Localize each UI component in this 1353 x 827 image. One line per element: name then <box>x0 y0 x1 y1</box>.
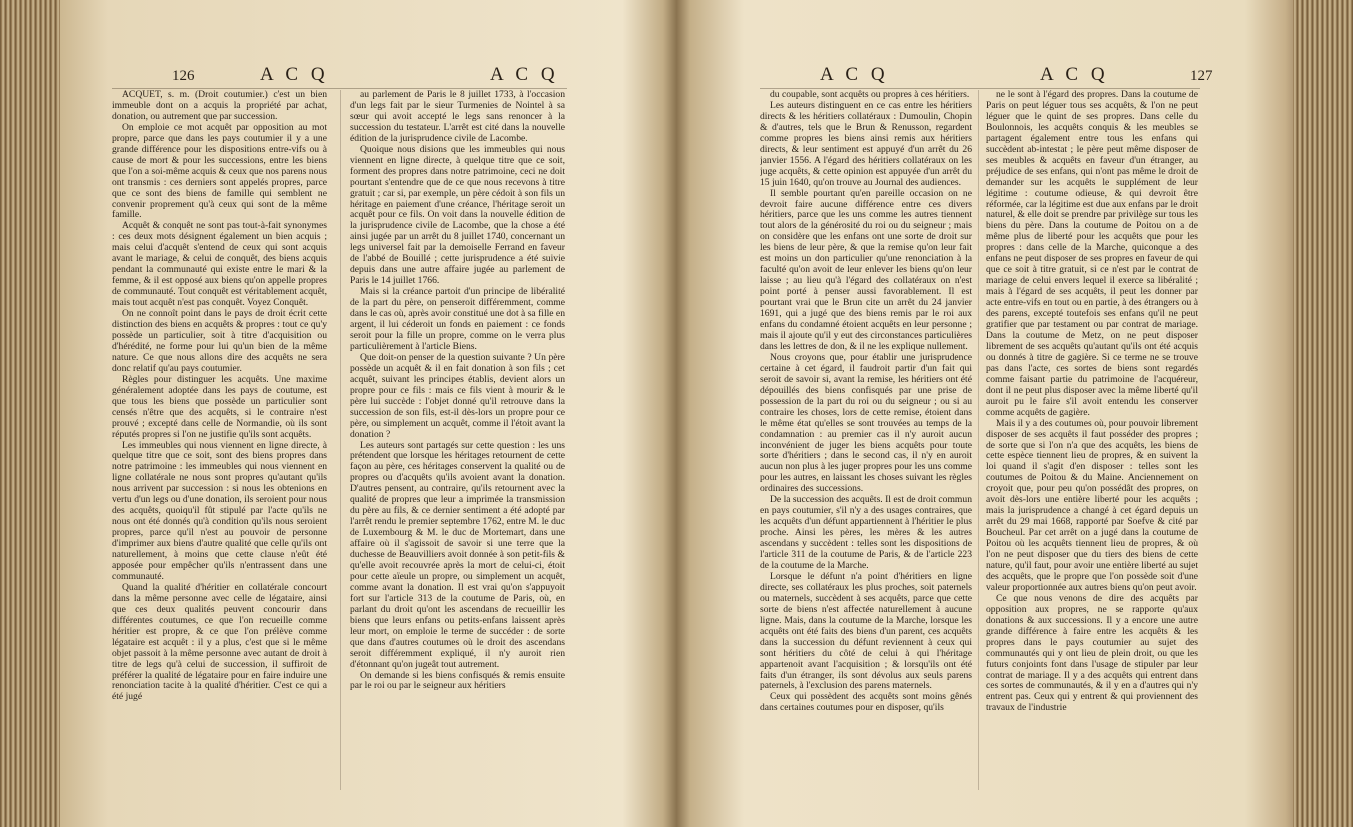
page-edge-right <box>1293 0 1353 827</box>
paragraph: On ne connoît point dans le pays de droit écrit cette distinction des biens en acquêts & propres : tout ce qu'y possède un particulier, soit à titre d'acquisition ou d'hérédité, ne forme pour lui qu'un bien de la même nature. Ce que nous allons dire des acquêts ne sera donc relatif qu'au pays coutumier. <box>112 308 327 374</box>
text-column-2 <box>986 90 1198 810</box>
paragraph: au parlement de Paris le 8 juillet 1733, à l'occasion d'un legs fait par le sieur Turmenies de Nointel à sa sœur qui avoit accepté le legs sans renoncer à la succession du testateur. L'arrêt est cité dans la nouvelle édition de la jurisprudence civile de Lacombe. <box>350 90 565 144</box>
page-number: 127 <box>1190 68 1213 84</box>
page-edge-left <box>0 0 60 827</box>
paragraph: Ce que nous venons de dire des acquêts par opposition aux propres, ne se rapporte qu'aux donations & aux successions. Il y a encore une autre grande différence à faire entre les acquêts & les propres dans le pays coutumier au sujet des communautés qui y ont lieu de plein droit, ou que les futurs conjoints font dans l'usage de stipuler par leur contrat de mariage. Il y a des acquêts qui entrent dans ces sortes de communautés, & il y en a d'autres qui n'y entrent pas. Ceux qui y entrent & qui proviennent des travaux de l'industrie <box>986 592 1198 714</box>
running-head-right: A C Q <box>490 64 559 85</box>
paragraph: Quoique nous disions que les immeubles qui nous viennent en ligne directe, à quelque titre que ce soit, forment des propres dans notre patrimoine, ceci ne doit pourtant s'entendre que de ce que nous recevons à titre gratuit ; car si, par exemple, un père cédoit à son fils un héritage en paiement d'une créance, l'héritage seroit un acquêt pour ce fils. On voit dans la nouvelle édition de la jurisprudence civile de Lacombe, que la chose a été ainsi jugée par un arrêt du 8 juillet 1740, concernant un legs universel fait par la demoiselle Ferrand en faveur de l'abbé de Bouillé ; cette jurisprudence a été suivie depuis dans une autre affaire jugée au parlement de Paris le 14 juillet 1766. <box>350 143 565 287</box>
paragraph: Quand la qualité d'héritier en collatérale concourt dans la même personne avec celle de légataire, ainsi que ces deux qualités peuvent concourir dans différentes coutumes, ce que l'on recueille comme héritier est propre, & ce que l'on prélève comme légataire est acquêt : il y a plus, c'est que si le même objet passoit à la même personne avec autant de droit à titre de legs qu'à celui de succession, il suffiroit de préférer la qualité de légataire pour en faire induire une renonciation tacite à la qualité d'héritier. C'est ce qui a été jugé <box>112 581 327 703</box>
paragraph: ne le sont à l'égard des propres. Dans la coutume de Paris on peut léguer tous ses acquêts, & l'on ne peut léguer que le quint de ses propres. Dans celle du Boulonnois, les acquêts conquis & les meubles se partagent également entre tous les enfans qui succèdent ab-intestat ; le père peut même disposer de ses meubles & acquêts en faveur d'un étranger, au préjudice de ses enfans, qui n'ont pas même le droit de demander sur les acquêts le supplément de leur légitime : coutume odieuse, & qui devroit être réformée, car la légitime est due aux enfans par le droit naturel, & elle doit se prendre par privilège sur tous les biens du père. Dans la coutume de Poitou on a de même plus de liberté pour les acquêts que pour les propres : dans celle de la Marche, quiconque a des enfans ne peut disposer de ses propres en faveur de qui que ce soit à titre gratuit, si ce n'est par le contrat de mariage de celui envers lequel il exerce sa libéralité ; mais à l'égard de ses acquêts, il peut les donner par acte entre-vifs en tout ou en partie, à des étrangers ou à des parens, excepté toutefois ses enfans qu'il ne peut gratifier que par testament ou par contrat de mariage. Dans la coutume de Metz, on ne peut disposer librement de ses acquêts qu'autant qu'ils ont été acquis ou donnés à titre de gagière. Si ce terme ne se trouve pas dans l'acte, ces sortes de biens sont regardés comme faisant partie du patrimoine de l'acquéreur, dont il ne peut plus disposer avec la même liberté qu'il auroit pu le faire s'il avoit entendu les conserver comme acquêts de gagière. <box>986 90 1198 418</box>
header-rule <box>760 88 1200 89</box>
right-page <box>670 0 1293 827</box>
paragraph: du coupable, sont acquêts ou propres à ces héritiers. <box>770 90 970 100</box>
paragraph: Les auteurs sont partagés sur cette question : les uns prétendent que lorsque les héritages retournent de cette façon au père, ces héritages conservent la qualité ou de propres ou d'acquêts qu'ils avoient avant la donation. D'autres pensent, au contraire, qu'ils retournent avec la qualité de propres que leur a imprimée la transmission du père au fils, & ce dernier sentiment a été adopté par l'arrêt rendu le premier septembre 1762, entre M. le duc de Luxembourg & M. le duc de Mortemart, dans une affaire où il s'agissoit de savoir si une terre que la duchesse de Beauvilliers avoit donnée à son petit-fils & qu'elle avoit recouvrée après la mort de celui-ci, étoit pour cette aïeule un propre, ou simplement un acquêt, comme avant la donation. Il est vrai qu'on s'appuyoit fort sur l'article 313 de la coutume de Paris, où, en parlant du droit qu'ont les ascendans de recueillir les biens que leurs enfans ou petits-enfans laissent après leur mort, on emploie le terme de succéder : de sorte que dans d'autres coutumes où le droit des ascendans seroit différemment expliqué, il n'y auroit rien d'étonnant qu'on jugeât tout autrement. <box>350 439 565 670</box>
paragraph: De la succession des acquêts. Il est de droit commun en pays coutumier, s'il n'y a des usages contraires, que les acquêts d'un défunt appartiennent à l'héritier le plus proche. Ainsi les pères, les mères & les autres ascendans y succèdent : telles sont les dispositions de l'article 311 de la coutume de Paris, & de l'article 223 de la coutume de la Marche. <box>760 494 972 571</box>
paragraph: Ceux qui possèdent des acquêts sont moins gênés dans certaines coutumes pour en disposer, qu'ils <box>760 691 972 714</box>
paragraph: Les immeubles qui nous viennent en ligne directe, à quelque titre que ce soit, sont des biens propres dans notre patrimoine : les immeubles qui nous viennent en ligne collatérale ne nous sont propres qu'autant qu'ils nous arrivent par succession : si nous les obtenions en vertu d'un legs ou d'une donation, ils seroient pour nous des acquêts, quoiqu'il fût stipulé par l'acte qu'ils ne nous ont été donnés qu'à condition qu'ils nous seroient propres, parce qu'il n'est au pouvoir de personne d'imprimer aux biens d'autre qualité que celle qu'ils ont naturellement, à moins que cette clause n'eût été apposée pour empêcher qu'ils n'entrassent dans une communauté. <box>112 439 327 582</box>
left-page <box>60 0 670 827</box>
paragraph: Nous croyons que, pour établir une jurisprudence certaine à cet égard, il faudroit partir d'un fait qui seroit de savoir si, avant la remise, les héritiers ont été dépouillés des biens confisqués par une prise de possession de la part du roi ou du seigneur ; ou si au contraire les choses, lors de cette remise, étoient dans le même état qu'elles se sont trouvées au temps de la condamnation : au premier cas il n'y auroit aucun inconvénient de juger les biens acquêts pour toute sorte d'héritiers ; dans le second cas, il n'y en auroit aucun non plus à les juger propres pour les uns comme pour les autres, en laissant les choses suivant les règles ordinaires des successions. <box>760 351 972 495</box>
paragraph: Que doit-on penser de la question suivante ? Un père possède un acquêt & il en fait donation à son fils ; cet acquêt, suivant les principes établis, devient alors un propre pour ce fils : mais ce fils vient à mourir & le père lui succède : l'objet donné qu'il retrouve dans la succession de son fils, est-il dès-lors un propre pour ce père, ou simplement un acquêt, comme il l'étoit avant la donation ? <box>350 351 565 440</box>
paragraph: Mais il y a des coutumes où, pour pouvoir librement disposer de ses acquêts il faut posséder des propres ; de sorte que si l'on n'a que des acquêts, les biens de cette espèce tiennent lieu de propres, & en suivent la loi quand il s'agit d'en disposer : telles sont les coutumes de Poitou & du Maine. Anciennement on croyoit que, pour peu qu'on possédât des propres, on avoit dès-lors une entière liberté pour les acquêts ; mais la jurisprudence a changé à cet égard depuis un arrêt du 29 mai 1668, rapporté par Soefve & cité par Boucheul. Par cet arrêt on a jugé dans la coutume de Poitou où les acquêts tiennent lieu de propres, & où l'on ne peut disposer que du tiers des biens de cette nature, qu'il faut, pour avoir une entière liberté au sujet des acquêts, que le propre que l'on possède soit d'une valeur proportionnée aux autres biens qu'on peut avoir. <box>986 417 1198 593</box>
paragraph: Règles pour distinguer les acquêts. Une maxime généralement adoptée dans les pays de coutume, est que tous les biens que possède un particulier sont censés n'être que des acquêts, si le contraire n'est prouvé ; excepté dans celle de Normandie, où ils sont réputés propres si l'on ne justifie qu'ils sont acquêts. <box>112 373 327 440</box>
text-column-1 <box>760 90 972 810</box>
paragraph: ACQUÊT, s. m. (Droit coutumier.) c'est un bien immeuble dont on a acquis la propriété par achat, donation, ou autrement que par succession. <box>112 90 327 122</box>
paragraph: Les auteurs distinguent en ce cas entre les héritiers directs & les héritiers collatéraux : Dumoulin, Chopin & d'autres, tels que le Brun & Renusson, regardent comme propres les biens ainsi remis aux héritiers directs, & leur sentiment est appuyé d'un arrêt du 26 janvier 1556. A l'égard des héritiers collatéraux on les juge acquêts, & cette opinion est appuyée d'un arrêt du 15 juin 1640, qu'on trouve au Journal des audiences. <box>760 99 972 188</box>
running-head-right: A C Q <box>1040 64 1109 85</box>
paragraph: On demande si les biens confisqués & remis ensuite par le roi ou par le seigneur aux héritiers <box>350 669 565 692</box>
text-column-2 <box>350 90 565 810</box>
running-head-left: A C Q <box>820 64 889 85</box>
paragraph: Acquêt & conquêt ne sont pas tout-à-fait synonymes : ces deux mots désignent également un bien acquis ; mais celui d'acquêt s'entend de ceux qui sont acquis avant le mariage, & celui de conquêt, des biens acquis pendant la communauté qui existe entre le mari & la femme, & il est opposé aux biens qu'on appelle propres de communauté. Tout conquêt est véritablement acquêt, mais tout acquêt n'est pas conquêt. Voyez Conquêt. <box>112 220 327 309</box>
page-number: 126 <box>172 68 195 84</box>
paragraph: Il semble pourtant qu'en pareille occasion on ne devroit faire aucune différence entre ces divers héritiers, parce que les uns comme les autres tiennent tout alors de la générosité du roi ou du seigneur ; mais on considère que les enfans ont une sorte de droit sur les biens de leur père, & que la remise qu'on leur fait est moins un don particulier qu'une renonciation à la faculté qu'on avoit de leur enlever les biens qu'on leur laisse ; au lieu qu'à l'égard des collatéraux on n'est point porté à penser aussi favorablement. Il est pourtant vrai que le Brun cite un arrêt du 24 janvier 1691, qui a jugé que des biens remis par le roi aux enfans du condamné étoient acquêts en leur personne ; mais il ajoute qu'il y eut des circonstances particulières dans les lettres de don, & il ne les explique nullement. <box>760 187 972 352</box>
paragraph: Mais si la créance partoit d'un principe de libéralité de la part du père, on penseroit différemment, comme dans le cas où, après avoir constitué une dot à sa fille en argent, il lui céderoit un fonds en paiement : ce fonds seroit pour la fille un propre, comme on le verra plus particulièrement à l'article Biens. <box>350 286 565 352</box>
paragraph: On emploie ce mot acquêt par opposition au mot propre, parce que dans les pays coutumier il y a une grande différence pour les dispositions entre-vifs ou à cause de mort & pour les successions, entre les biens que l'on a soi-même acquis & ceux que nos parens nous ont transmis : ces derniers sont appelés propres, parce que ce sont des biens de famille qui semblent ne convenir proprement qu'à ceux qui sont de la même famille. <box>112 121 327 221</box>
paragraph: Lorsque le défunt n'a point d'héritiers en ligne directe, ses collatéraux les plus proches, soit paternels ou maternels, succèdent à ses acquêts, parce que cette sorte de biens n'est affectée naturellement à aucune ligne. Mais, dans la coutume de la Marche, lorsque les acquêts ont été faits des biens d'un parent, ces acquêts dans la succession du défunt reviennent à ceux qui sont héritiers du côté de celui à qui l'héritage appartenoit avant l'acquisition ; & lorsqu'ils ont été faits d'un étranger, ils sont dévolus aux seuls parens paternels, à l'exclusion des parens maternels. <box>760 570 972 692</box>
running-head-left: A C Q <box>260 64 329 85</box>
column-divider <box>340 90 341 790</box>
column-divider <box>978 90 979 790</box>
text-column-1 <box>112 90 327 810</box>
header-rule <box>112 88 567 89</box>
